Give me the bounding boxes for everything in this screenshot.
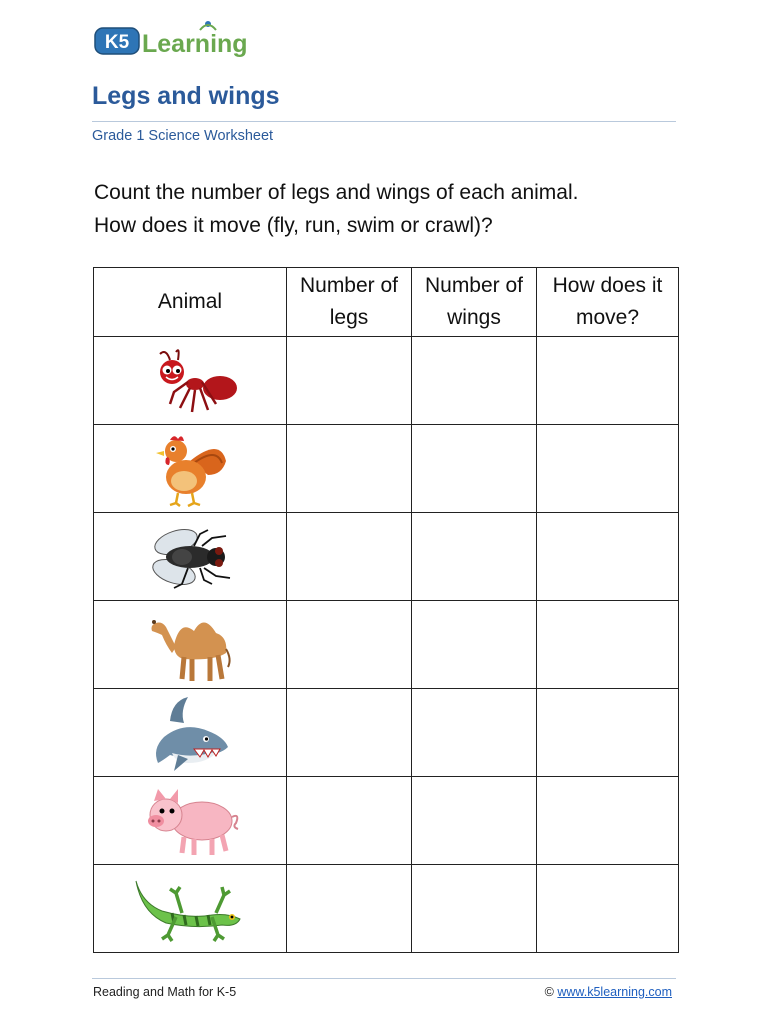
- legs-answer-cell[interactable]: [287, 337, 412, 425]
- wings-answer-cell[interactable]: [412, 777, 537, 865]
- camel-image: [144, 605, 236, 685]
- table-row: [94, 865, 679, 953]
- legs-answer-cell[interactable]: [287, 865, 412, 953]
- copyright-symbol: ©: [544, 985, 554, 999]
- move-answer-cell[interactable]: [537, 425, 679, 513]
- move-answer-cell[interactable]: [537, 777, 679, 865]
- animal-cell: [94, 777, 287, 865]
- header-move: [537, 268, 679, 337]
- worksheet-subtitle: Grade 1 Science Worksheet: [92, 128, 274, 144]
- legs-answer-cell[interactable]: [287, 777, 412, 865]
- chicken-image: [150, 431, 230, 507]
- header-divider: [92, 121, 676, 122]
- instructions: [94, 176, 578, 242]
- header-wings: [412, 268, 537, 337]
- footer-divider: [92, 978, 676, 979]
- footer-copyright: [545, 985, 672, 999]
- animal-cell: [94, 513, 287, 601]
- animal-cell: [94, 425, 287, 513]
- legs-answer-cell[interactable]: [287, 513, 412, 601]
- header-wings-line1: Number of: [424, 274, 524, 297]
- header-animal: [94, 268, 287, 337]
- legs-answer-cell[interactable]: [287, 425, 412, 513]
- table-row: [94, 777, 679, 865]
- table-row: [94, 337, 679, 425]
- wings-answer-cell[interactable]: [412, 689, 537, 777]
- legs-answer-cell[interactable]: [287, 601, 412, 689]
- k5learning-link[interactable]: www.k5learning.com: [557, 985, 672, 999]
- logo-word: Learning: [142, 30, 248, 58]
- header-wings-line2: wings: [447, 306, 501, 329]
- legs-answer-cell[interactable]: [287, 689, 412, 777]
- move-answer-cell[interactable]: [537, 513, 679, 601]
- worksheet-table: [93, 267, 679, 953]
- wings-answer-cell[interactable]: [412, 513, 537, 601]
- header-move-line1: How does it: [552, 274, 663, 297]
- header-legs: [287, 268, 412, 337]
- wings-answer-cell[interactable]: [412, 337, 537, 425]
- ant-image: [140, 346, 240, 416]
- move-answer-cell[interactable]: [537, 689, 679, 777]
- pig-image: [140, 785, 240, 857]
- header-legs-line2: legs: [329, 306, 369, 329]
- animal-cell: [94, 601, 287, 689]
- table-row: [94, 425, 679, 513]
- header-move-line2: move?: [575, 306, 640, 329]
- table-row: [94, 513, 679, 601]
- move-answer-cell[interactable]: [537, 337, 679, 425]
- header-legs-line1: Number of: [299, 274, 399, 297]
- footer-tagline: Reading and Math for K-5: [93, 985, 237, 999]
- wings-answer-cell[interactable]: [412, 425, 537, 513]
- move-answer-cell[interactable]: [537, 865, 679, 953]
- fly-image: [142, 522, 238, 592]
- animal-cell: [94, 865, 287, 953]
- logo-prefix: K5: [104, 32, 130, 53]
- table-row: [94, 601, 679, 689]
- wings-answer-cell[interactable]: [412, 865, 537, 953]
- shark-image: [148, 693, 232, 773]
- instruction-line: How does it move (fly, run, swim or crawl)?: [94, 214, 493, 237]
- table-header-row: [94, 268, 679, 337]
- animal-cell: [94, 689, 287, 777]
- table-row: [94, 689, 679, 777]
- k5-learning-logo: [94, 18, 258, 62]
- instruction-line: Count the number of legs and wings of each animal.: [94, 181, 579, 204]
- wings-answer-cell[interactable]: [412, 601, 537, 689]
- header-animal-label: Animal: [157, 290, 223, 313]
- animal-cell: [94, 337, 287, 425]
- move-answer-cell[interactable]: [537, 601, 679, 689]
- lizard-image: [132, 873, 248, 945]
- page-title: Legs and wings: [92, 82, 280, 110]
